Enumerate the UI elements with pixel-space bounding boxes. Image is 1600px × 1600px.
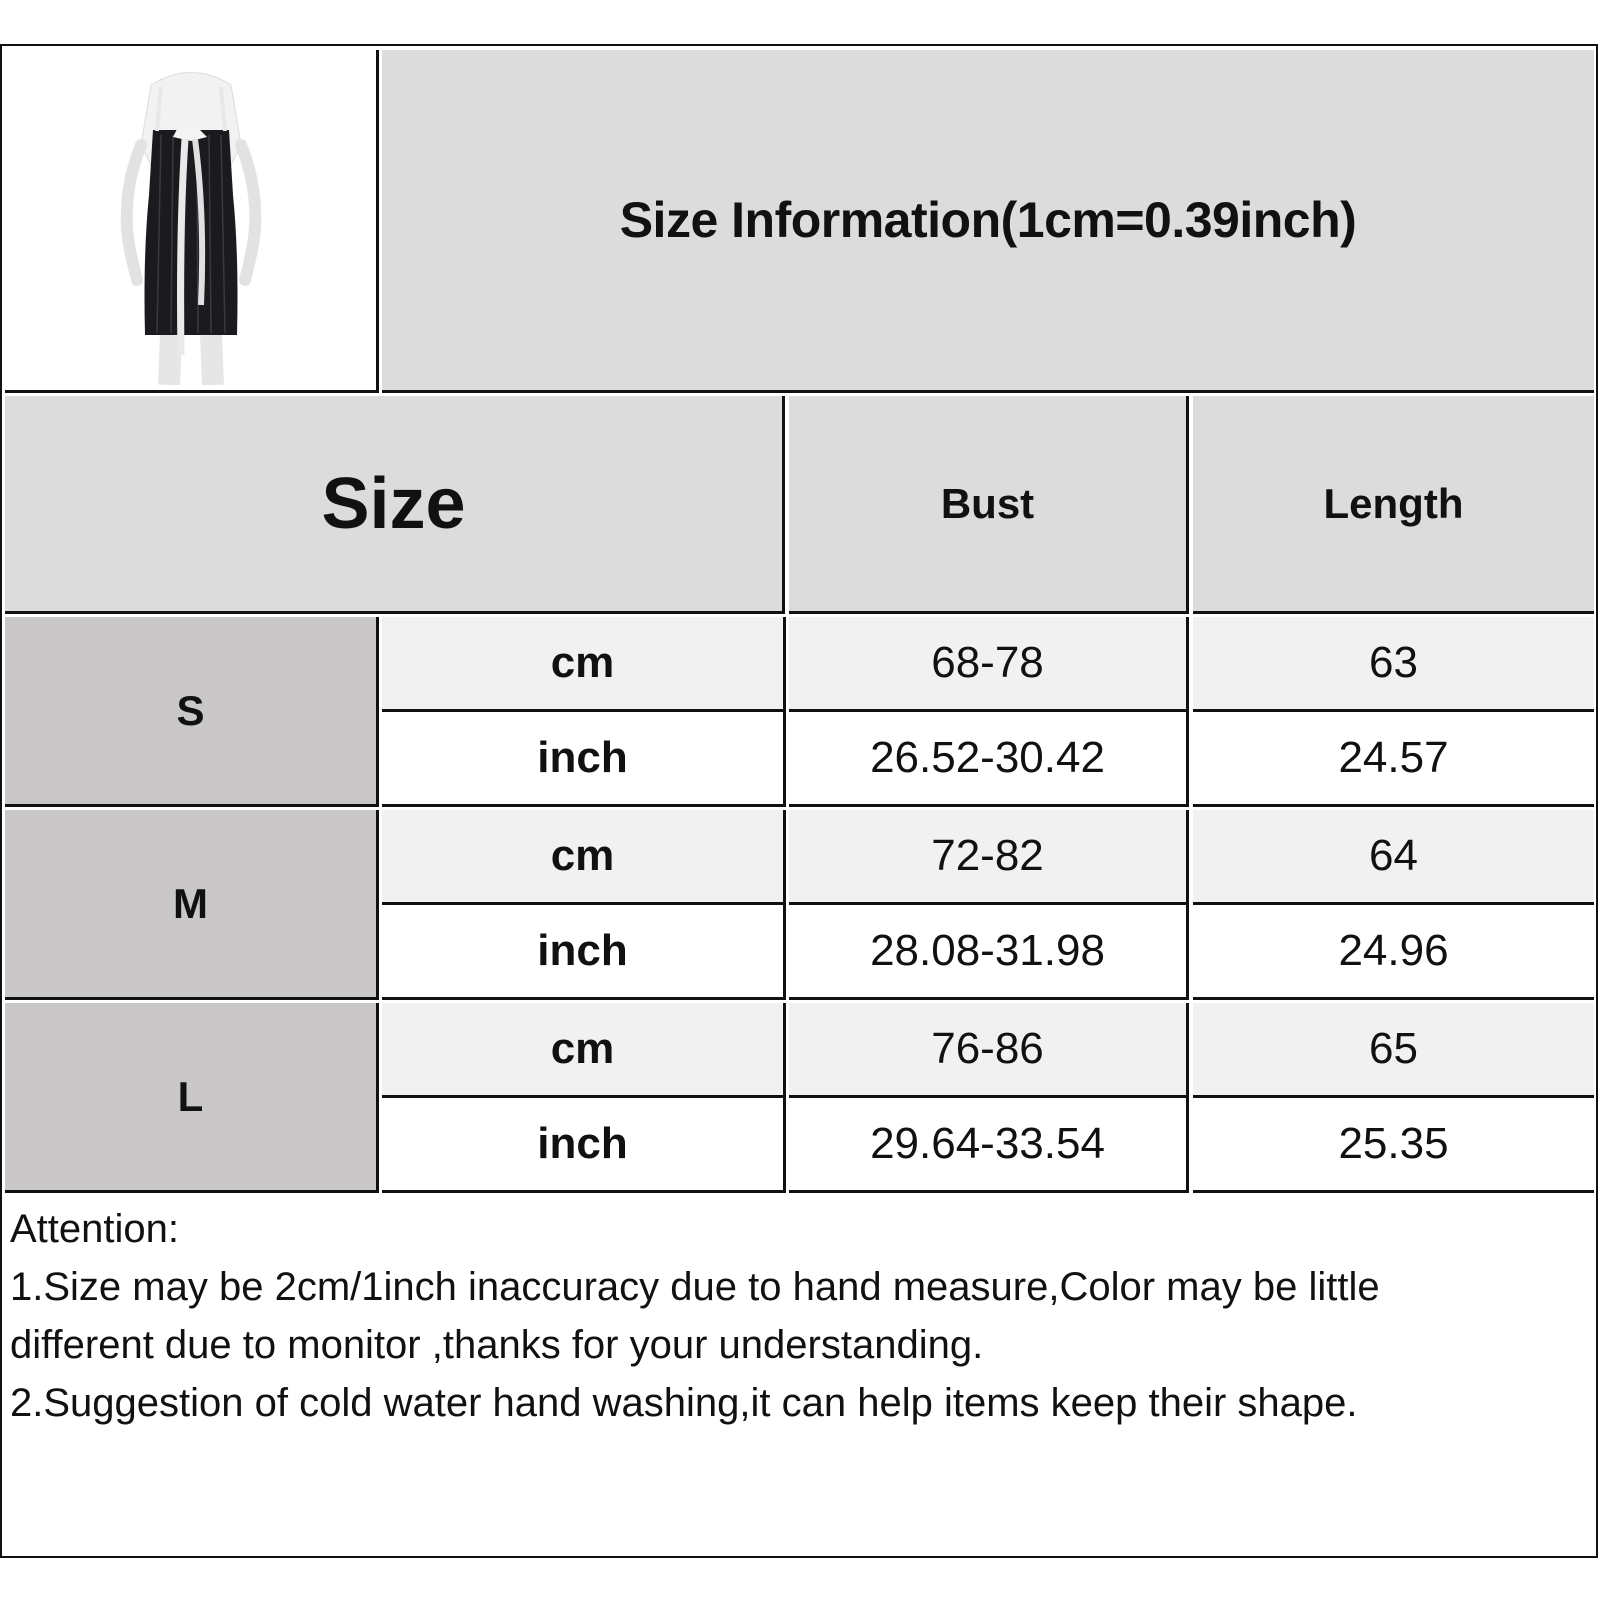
header-size-label: Size: [321, 463, 466, 544]
bust-cell: 76-86: [789, 1003, 1189, 1098]
unit-cell: inch: [382, 905, 786, 1000]
length-cell: 63: [1193, 617, 1594, 712]
dress-icon: [81, 55, 301, 385]
notes-line-1: 1.Size may be 2cm/1inch inaccuracy due to hand measure,Color may be little: [10, 1265, 1380, 1309]
unit-cell: cm: [382, 1003, 786, 1098]
length-cell: 64: [1193, 810, 1594, 905]
length-cell: 65: [1193, 1003, 1594, 1098]
notes-line-3: 2.Suggestion of cold water hand washing,it can help items keep their shape.: [10, 1381, 1358, 1425]
header-bust-label: Bust: [940, 479, 1035, 527]
size-label-m: M: [5, 810, 379, 1000]
bust-cell: 29.64-33.54: [789, 1098, 1189, 1193]
length-cell: 24.57: [1193, 712, 1594, 807]
length-cell: 25.35: [1193, 1098, 1594, 1193]
unit-cell: cm: [382, 810, 786, 905]
product-photo: [5, 50, 379, 393]
header-length-label: Length: [1323, 479, 1464, 527]
size-label-s: S: [5, 617, 379, 807]
bust-cell: 26.52-30.42: [789, 712, 1189, 807]
notes-line-2: different due to monitor ,thanks for your understanding.: [10, 1323, 984, 1367]
title-cell: [382, 50, 1594, 393]
unit-cell: inch: [382, 712, 786, 807]
header-length: [1193, 396, 1594, 614]
unit-cell: inch: [382, 1098, 786, 1193]
bust-cell: 72-82: [789, 810, 1189, 905]
header-size: [5, 396, 785, 614]
bust-cell: 68-78: [789, 617, 1189, 712]
bust-cell: 28.08-31.98: [789, 905, 1189, 1000]
header-bust: [789, 396, 1189, 614]
unit-cell: cm: [382, 617, 786, 712]
page-title: Size Information(1cm=0.39inch): [619, 192, 1357, 248]
length-cell: 24.96: [1193, 905, 1594, 1000]
notes-heading: Attention:: [10, 1207, 180, 1251]
attention-notes: [10, 1200, 1585, 1432]
size-label-l: L: [5, 1003, 379, 1193]
